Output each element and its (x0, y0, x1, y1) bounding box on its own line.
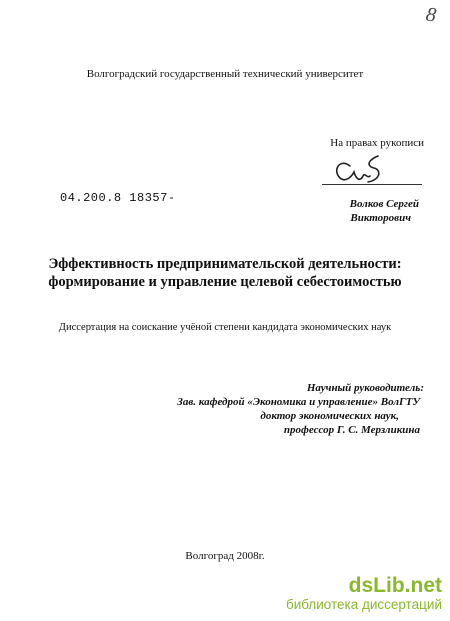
supervisor-degree: доктор экономических наук, (260, 410, 399, 422)
supervisor-name: профессор Г. С. Мерзликина (283, 424, 420, 436)
handwritten-page-mark: 8 (424, 3, 438, 27)
catalog-number-stamp: 04.200.8 18357- (60, 191, 176, 205)
manuscript-rights-note: На правах рукописи (330, 137, 424, 149)
supervisor-heading: Научный руководитель: (306, 382, 424, 394)
author-patronymic: Викторович (350, 212, 411, 224)
author-name (350, 197, 419, 225)
site-watermark[interactable] (286, 575, 442, 613)
university-name: Волгоградский государственный технический университет (86, 68, 364, 80)
supervisor-position: Зав. кафедрой «Экономика и управление» ВолГТУ (177, 396, 420, 408)
title-line-2: формирование и управление целевой себестоимостью (48, 274, 402, 290)
author-first-line: Волков Сергей (349, 198, 419, 210)
city-year: Волгоград 2008г. (185, 550, 265, 562)
watermark-site-name: dsLib.net (348, 574, 442, 597)
scientific-supervisor-block (177, 381, 424, 437)
title-line-1: Эффективность предпринимательской деятельности: (48, 256, 402, 272)
degree-statement: Диссертация на соискание учёной степени кандидата экономических наук (58, 322, 392, 333)
author-signature (330, 152, 390, 188)
signature-line (322, 184, 422, 185)
dissertation-title (0, 255, 450, 291)
watermark-subtitle: библиотека диссертаций (285, 597, 442, 612)
